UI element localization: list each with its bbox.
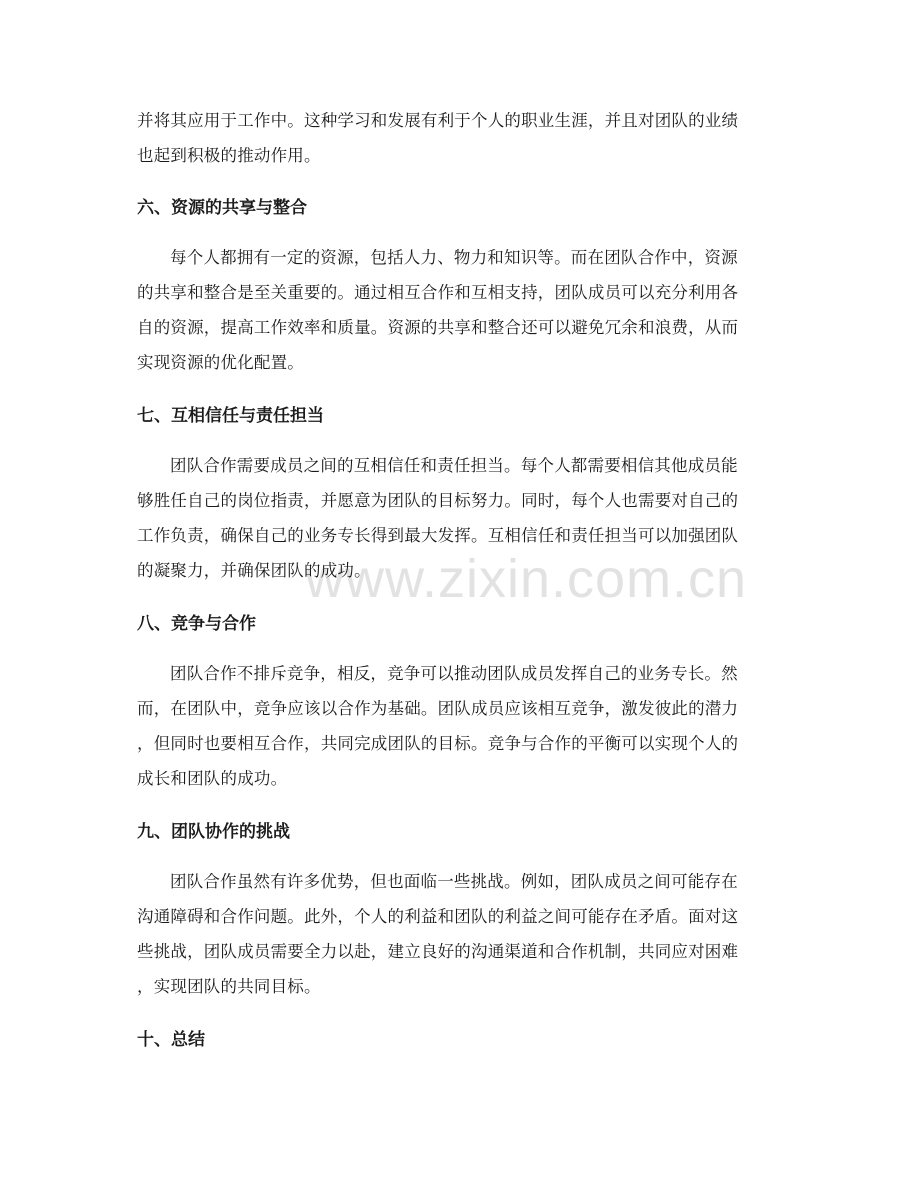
section-heading: 八、竞争与合作 (137, 614, 256, 634)
section-heading: 六、资源的共享与整合 (137, 198, 307, 218)
paragraph-line: 并将其应用于工作中。这种学习和发展有利于个人的职业生涯，并且对团队的业绩 (137, 111, 739, 130)
paragraph-line: 工作负责，确保自己的业务专长得到最大发挥。互相信任和责任担当可以加强团队 (137, 526, 739, 545)
section-heading: 十、总结 (137, 1030, 205, 1050)
paragraph-line: 的凝聚力，并确保团队的成功。 (137, 561, 371, 580)
paragraph-line: 团队合作需要成员之间的互相信任和责任担当。每个人都需要相信其他成员能 (170, 456, 738, 475)
paragraph-line: ，实现团队的共同目标。 (137, 977, 321, 996)
paragraph-line: 沟通障碍和合作问题。此外，个人的利益和团队的利益之间可能存在矛盾。面对这 (137, 907, 739, 926)
paragraph-line: 些挑战，团队成员需要全力以赴，建立良好的沟通渠道和合作机制，共同应对困难 (137, 942, 739, 961)
paragraph-line: 自的资源，提高工作效率和质量。资源的共享和整合还可以避免冗余和浪费，从而 (137, 318, 739, 337)
paragraph-line: 的共享和整合是至关重要的。通过相互合作和互相支持，团队成员可以充分利用各 (137, 283, 739, 302)
section-heading: 九、团队协作的挑战 (137, 822, 290, 842)
paragraph-line: 每个人都拥有一定的资源，包括人力、物力和知识等。而在团队合作中，资源 (170, 248, 738, 267)
paragraph-line: 够胜任自己的岗位指责，并愿意为团队的目标努力。同时，每个人也需要对自己的 (137, 491, 739, 510)
paragraph-line: 实现资源的优化配置。 (137, 353, 304, 372)
paragraph-line: 也起到积极的推动作用。 (137, 146, 321, 165)
section-heading: 七、互相信任与责任担当 (137, 406, 324, 426)
paragraph-line: ，但同时也要相互合作，共同完成团队的目标。竞争与合作的平衡可以实现个人的 (137, 734, 739, 753)
paragraph-line: 团队合作不排斥竞争，相反，竞争可以推动团队成员发挥自己的业务专长。然 (170, 664, 738, 683)
paragraph-line: 而，在团队中，竞争应该以合作为基础。团队成员应该相互竞争，激发彼此的潜力 (137, 699, 739, 718)
paragraph-line: 团队合作虽然有许多优势，但也面临一些挑战。例如，团队成员之间可能存在 (170, 872, 738, 891)
watermark: www.zixin.com.cn (305, 549, 748, 609)
paragraph-line: 成长和团队的成功。 (137, 769, 288, 788)
